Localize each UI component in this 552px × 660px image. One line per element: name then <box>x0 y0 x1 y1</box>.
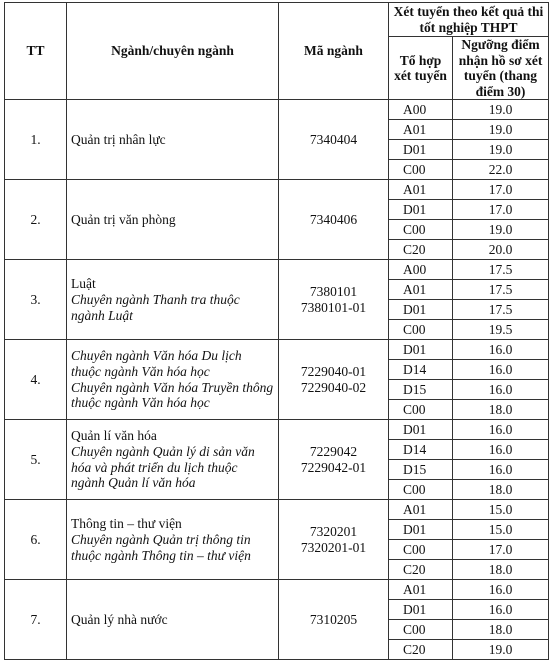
score-cell: 20.0 <box>453 240 549 260</box>
combo-cell: C20 <box>389 560 453 580</box>
score-cell: 17.5 <box>453 260 549 280</box>
header-code: Mã ngành <box>279 3 389 100</box>
major-code-cell <box>279 260 389 340</box>
combo-cell: D15 <box>389 380 453 400</box>
major-code: 7229042-01 <box>300 459 367 475</box>
score-cell: 16.0 <box>453 360 549 380</box>
combo-cell: D01 <box>389 300 453 320</box>
major-code-cell <box>279 100 389 180</box>
major-code: 7380101 <box>309 283 358 299</box>
score-cell: 19.0 <box>453 140 549 160</box>
combo-cell: A01 <box>389 500 453 520</box>
combo-cell: A00 <box>389 100 453 120</box>
score-cell: 19.0 <box>453 120 549 140</box>
major-code: 7340406 <box>309 211 358 227</box>
score-cell: 19.5 <box>453 320 549 340</box>
major-code: 7320201-01 <box>300 539 367 555</box>
major-cell <box>67 420 279 500</box>
major-cell <box>67 180 279 260</box>
combo-cell: C00 <box>389 160 453 180</box>
table-row <box>5 420 549 440</box>
combo-cell: A01 <box>389 120 453 140</box>
major-code: 7229040-01 <box>300 363 367 379</box>
major-code: 7340404 <box>309 131 358 147</box>
score-cell: 19.0 <box>453 640 549 660</box>
table-row <box>5 580 549 600</box>
major-name: Quản lý nhà nước <box>71 611 168 627</box>
combo-cell: D15 <box>389 460 453 480</box>
row-number: 2. <box>5 180 67 260</box>
specialization-name: Chuyên ngành Văn hóa Truyền thông thuộc ngành Văn hóa học <box>71 379 274 411</box>
combo-cell: D01 <box>389 420 453 440</box>
score-cell: 18.0 <box>453 620 549 640</box>
specialization-name: Chuyên ngành Quản trị thông tin thuộc ngành Thông tin – thư viện <box>71 531 251 563</box>
combo-cell: C20 <box>389 240 453 260</box>
score-cell: 22.0 <box>453 160 549 180</box>
combo-cell: C00 <box>389 620 453 640</box>
combo-cell: C00 <box>389 540 453 560</box>
score-cell: 16.0 <box>453 580 549 600</box>
combo-cell: D01 <box>389 200 453 220</box>
score-cell: 18.0 <box>453 560 549 580</box>
major-code-cell <box>279 340 389 420</box>
specialization-name: Chuyên ngành Thanh tra thuộc ngành Luật <box>71 291 240 323</box>
specialization-name: Chuyên ngành Văn hóa Du lịch thuộc ngành Văn hóa học <box>71 347 242 379</box>
combo-cell: D14 <box>389 440 453 460</box>
score-cell: 17.0 <box>453 180 549 200</box>
score-cell: 15.0 <box>453 500 549 520</box>
major-code: 7380101-01 <box>300 299 367 315</box>
combo-cell: A00 <box>389 260 453 280</box>
major-code: 7320201 <box>309 523 358 539</box>
major-code-cell <box>279 180 389 260</box>
combo-cell: D01 <box>389 140 453 160</box>
major-cell <box>67 260 279 340</box>
combo-cell: D01 <box>389 600 453 620</box>
combo-cell: C00 <box>389 320 453 340</box>
score-cell: 16.0 <box>453 380 549 400</box>
combo-cell: C20 <box>389 640 453 660</box>
score-cell: 17.0 <box>453 540 549 560</box>
major-code: 7229042 <box>309 443 358 459</box>
major-cell <box>67 580 279 660</box>
major-cell <box>67 500 279 580</box>
combo-cell: D01 <box>389 340 453 360</box>
header-score: Ngưỡng điểm nhận hồ sơ xét tuyển (thang điểm 30) <box>453 37 549 100</box>
combo-cell: A01 <box>389 580 453 600</box>
row-number: 3. <box>5 260 67 340</box>
combo-cell: C00 <box>389 220 453 240</box>
combo-cell: D01 <box>389 520 453 540</box>
score-cell: 18.0 <box>453 480 549 500</box>
major-code-cell <box>279 500 389 580</box>
major-code: 7310205 <box>309 611 358 627</box>
header-group: Xét tuyển theo kết quả thi tốt nghiệp THPT <box>389 3 549 37</box>
score-cell: 15.0 <box>453 520 549 540</box>
major-cell <box>67 100 279 180</box>
combo-cell: C00 <box>389 480 453 500</box>
table-row <box>5 340 549 360</box>
score-cell: 17.0 <box>453 200 549 220</box>
row-number: 5. <box>5 420 67 500</box>
header-major: Ngành/chuyên ngành <box>67 3 279 100</box>
table-row <box>5 500 549 520</box>
row-number: 6. <box>5 500 67 580</box>
major-code: 7229040-02 <box>300 379 367 395</box>
combo-cell: D14 <box>389 360 453 380</box>
major-name: Quản trị nhân lực <box>71 131 166 147</box>
score-cell: 16.0 <box>453 440 549 460</box>
score-cell: 19.0 <box>453 100 549 120</box>
score-cell: 16.0 <box>453 340 549 360</box>
specialization-name: Chuyên ngành Quản lý di sản văn hóa và phát triển du lịch thuộc ngành Quản lí văn hóa <box>71 443 255 491</box>
major-name: Luật <box>71 275 96 291</box>
combo-cell: A01 <box>389 280 453 300</box>
table-body <box>5 100 549 660</box>
major-name: Quản trị văn phòng <box>71 211 176 227</box>
major-cell <box>67 340 279 420</box>
header-combo: Tổ hợp xét tuyển <box>389 37 453 100</box>
score-cell: 16.0 <box>453 420 549 440</box>
score-cell: 16.0 <box>453 600 549 620</box>
combo-cell: C00 <box>389 400 453 420</box>
table-row <box>5 100 549 120</box>
score-cell: 17.5 <box>453 280 549 300</box>
major-name: Thông tin – thư viện <box>71 515 182 531</box>
combo-cell: A01 <box>389 180 453 200</box>
score-cell: 16.0 <box>453 460 549 480</box>
major-code-cell <box>279 580 389 660</box>
table-row <box>5 180 549 200</box>
major-code-cell <box>279 420 389 500</box>
score-cell: 17.5 <box>453 300 549 320</box>
major-name: Quản lí văn hóa <box>71 427 157 443</box>
table-row <box>5 260 549 280</box>
row-number: 1. <box>5 100 67 180</box>
header-tt: TT <box>5 3 67 100</box>
score-cell: 19.0 <box>453 220 549 240</box>
score-cell: 18.0 <box>453 400 549 420</box>
admission-table <box>4 2 549 660</box>
row-number: 7. <box>5 580 67 660</box>
row-number: 4. <box>5 340 67 420</box>
